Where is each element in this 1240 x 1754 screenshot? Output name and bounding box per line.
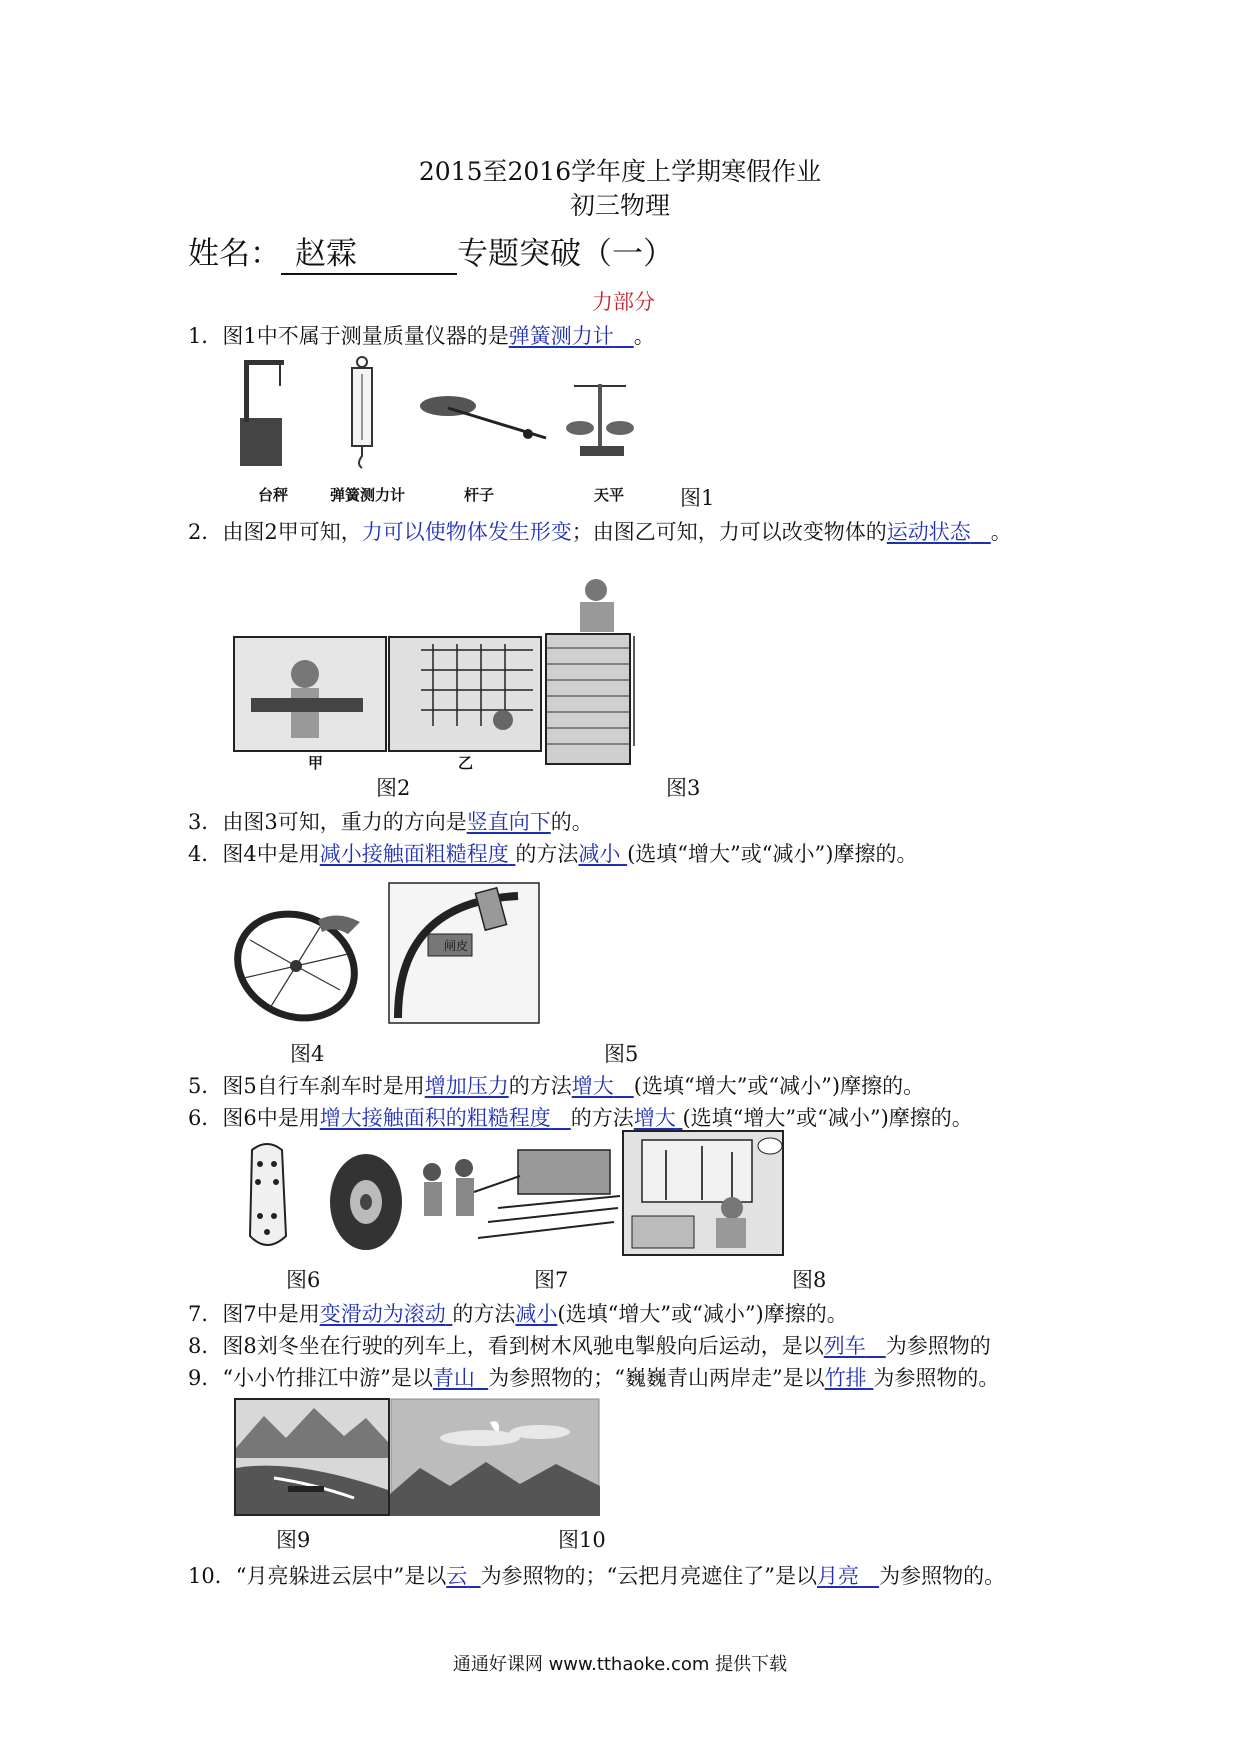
figure-10-moon-clouds [390,1398,600,1516]
q2-pre: 2．由图2甲可知， [188,520,362,544]
q3-answer: 竖直向下 [466,810,551,834]
q4-end: (选填“增大”或“减小”)摩擦的。 [627,842,918,866]
q10-answer-2: 月亮 [817,1564,860,1588]
fig2-label-yi: 乙 [458,754,474,772]
fig4-caption: 图4 [290,1042,325,1066]
q8-end: 为参照物的 [885,1334,991,1358]
section-title: 力部分 [592,290,655,314]
page-subtitle: 初三物理 [569,191,670,220]
q3-pre: 3．由图3可知，重力的方向是 [188,810,467,834]
question-8 [188,1330,991,1360]
figure-9-river-raft [234,1398,390,1516]
question-3 [188,806,593,836]
q6-answer-2: 增大 [633,1106,676,1130]
figure-3-brick-wall [544,576,640,768]
q1-end: 。 [633,324,655,348]
question-7 [188,1298,848,1328]
q10-end: 为参照物的。 [879,1564,1006,1588]
q6-mid: 的方法 [570,1106,634,1130]
q5-answer-2: 增大 [571,1074,614,1098]
q3-end: 的。 [550,810,593,834]
q7-end: (选填“增大”或“减小”)摩擦的。 [557,1302,848,1326]
topic-title: 专题突破（一） [457,236,674,272]
fig2-label-jia: 甲 [308,754,324,772]
q2-answer-2: 运动状态 [886,520,971,544]
q6-pre: 6．图6中是用 [188,1106,320,1130]
figure-6-shoe [244,1140,290,1252]
q7-answer-2: 减小 [515,1302,558,1326]
q2-end: 。 [990,520,1012,544]
name-line [188,228,674,275]
question-9 [188,1362,999,1392]
page-title: 2015至2016学年度上学期寒假作业 [418,157,822,186]
q9-pre: 9．“小小竹排江中游”是以 [188,1366,433,1390]
fig4-tag: 闸皮 [444,939,469,953]
fig1-label-platform: 台秤 [258,486,289,504]
fig2-caption: 图2 [376,776,411,800]
q8-pre: 8．图8刘冬坐在行驶的列车上，看到树木风驰电掣般向后运动，是以 [188,1334,824,1358]
fig1-label-balance: 天平 [594,486,625,504]
figure-2-panels [233,636,543,754]
fig9-caption: 图9 [276,1528,311,1552]
figure-8-train-seat [622,1130,784,1256]
question-2 [188,516,1012,546]
name-value: 赵霖 [295,236,357,272]
q4-answer-1: 减小接触面粗糙程度 [319,842,509,866]
fig1-caption: 图1 [680,486,715,510]
q5-answer-1: 增加压力 [424,1074,509,1098]
figure-1-instruments [228,356,648,474]
q5-pre: 5．图5自行车刹车时是用 [188,1074,425,1098]
fig6-caption: 图6 [286,1268,321,1292]
question-6 [188,1102,973,1132]
q5-mid: 的方法 [508,1074,572,1098]
name-label: 姓名： [188,236,281,272]
q8-answer: 列车 [823,1334,866,1358]
q1-text: 1．图1中不属于测量质量仪器的是 [188,324,509,348]
question-5 [188,1070,924,1100]
platform-scale-icon [240,360,284,466]
q5-end: (选填“增大”或“减小”)摩擦的。 [633,1074,925,1098]
q2-mid: ；由图乙可知，力可以改变物体的 [571,520,887,544]
q6-end: (选填“增大”或“减小”)摩擦的。 [682,1106,973,1130]
q10-answer-1: 云 [446,1564,468,1588]
spring-scale-icon [352,357,372,468]
q1-answer: 弹簧测力计 [508,324,614,348]
q6-answer-1: 增大接触面积的粗糙程度 [319,1106,551,1130]
q7-answer-1: 变滑动为滚动 [319,1302,446,1326]
fig8-caption: 图8 [792,1268,827,1292]
fig3-caption: 图3 [666,776,701,800]
question-4 [188,838,917,868]
q7-mid: 的方法 [452,1302,516,1326]
figure-7-log-rolling [408,1138,622,1258]
q9-answer-1: 青山 [432,1366,475,1390]
q9-mid: 为参照物的；“巍巍青山两岸走”是以 [488,1366,825,1390]
name-blank [281,228,457,275]
q2-answer-1: 力可以使物体发生形变 [361,520,572,544]
q9-end: 为参照物的。 [873,1366,1000,1390]
fig1-label-steelyard: 杆子 [464,486,495,504]
fig1-label-spring: 弹簧测力计 [330,486,406,504]
fig5-caption: 图5 [604,1042,639,1066]
figure-4-wheel [230,900,370,1026]
q10-pre: 10．“月亮躲进云层中”是以 [188,1564,447,1588]
q4-mid: 的方法 [515,842,579,866]
fig7-caption: 图7 [534,1268,569,1292]
question-1 [188,320,655,350]
figure-6-tire [326,1150,406,1254]
q4-answer-2: 减小 [578,842,621,866]
balance-icon [566,384,634,456]
q9-answer-2: 竹排 [824,1366,867,1390]
question-10 [188,1560,1005,1590]
figure-5-brake [388,882,540,1024]
q10-mid: 为参照物的；“云把月亮遮住了”是以 [480,1564,818,1588]
footer-credit: 通通好课网 www.tthaoke.com 提供下载 [452,1654,788,1675]
fig10-caption: 图10 [558,1528,606,1552]
q4-pre: 4．图4中是用 [188,842,320,866]
steelyard-icon [420,396,546,439]
q7-pre: 7．图7中是用 [188,1302,320,1326]
